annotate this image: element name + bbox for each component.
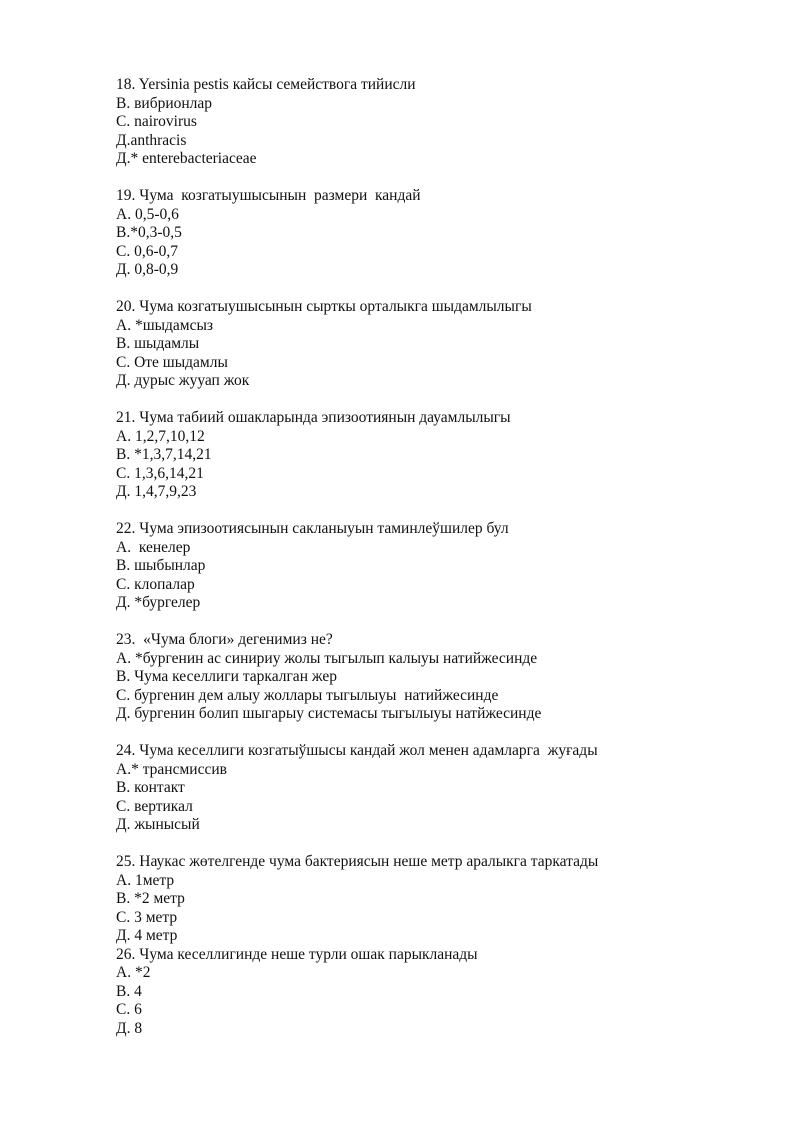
answer-option: Д. 4 метр [116,927,178,944]
answer-option: C. Оте шыдамлы [116,353,228,371]
answer-option: B. шыбынлар [116,557,206,574]
answer-option: Д. 8 [116,1019,143,1037]
question-19 [116,187,756,280]
answer-option: A. 1метр [116,871,175,889]
answer-option: Д.* enterebacteriaceae [116,150,257,167]
answer-option: C. 3 метр [116,908,178,926]
answer-option: Д. *бургелер [116,594,201,611]
answer-option: A. *шыдамсыз [116,316,214,334]
question-text: 18. Yersinia pestis кайсы семействога тийисли [116,76,416,93]
answer-option: C. бургенин дем алыу жоллары тыгылыуы натийжесинде [116,686,499,704]
question-26 [116,946,756,1039]
answer-option: B. 4 [116,982,142,1000]
answer-option: C. nairovirus [116,113,197,130]
question-20 [116,298,756,391]
answer-option: Д. бургенин болип шыгарыу системасы тыгылыуы натйжесинде [116,705,542,722]
question-text: 23. «Чума блоги» дегенимиз не? [116,631,333,648]
answer-option: A. *2 [116,964,151,981]
answer-option: Д. жынысый [116,816,200,833]
question-text: 26. Чума кеселлигинде неше турли ошак парыкланады [116,945,478,963]
answer-option: C. 1,3,6,14,21 [116,464,204,482]
answer-option: A. 1,2,7,10,12 [116,427,205,445]
answer-option: B. Чума кеселлиги таркалган жер [116,668,337,685]
answer-option: C. вертикал [116,797,193,815]
answer-option: C. клопалар [116,575,195,593]
question-25 [116,853,756,946]
question-text: 24. Чума кеселлиги козгатыўшысы кандай жол менен адамларга жуғады [116,742,598,759]
question-23 [116,631,756,724]
question-list [116,76,756,1057]
question-text: 21. Чума табиий ошакларында эпизоотиянын дауамлылыгы [116,409,511,426]
answer-option: B. вибрионлар [116,94,213,112]
answer-option: Д. дурыс жууап жок [116,372,250,389]
answer-option: B. контакт [116,779,185,796]
answer-option: C. 0,6-0,7 [116,242,178,260]
answer-option: Д. 0,8-0,9 [116,261,179,278]
answer-option: B. *1,3,7,14,21 [116,446,212,463]
question-24 [116,742,756,835]
question-18 [116,76,756,169]
answer-option: A. кенелер [116,538,191,556]
question-21 [116,409,756,502]
answer-option: B. шыдамлы [116,335,200,352]
answer-option: A. *бургенин ас синириу жолы тыгылып калыуы натийжесинде [116,649,538,667]
question-22 [116,520,756,613]
question-text: 25. Наукас жөтелгенде чума бактериясын неше метр аралыкга таркатады [116,853,599,870]
question-text: 22. Чума эпизоотиясынын сакланыуын таминлеўшилер бул [116,520,509,537]
answer-option: A.* трансмиссив [116,760,227,778]
question-text: 19. Чума козгатыушысынын размери кандай [116,187,421,204]
answer-option: A. 0,5-0,6 [116,205,179,223]
answer-option: B. *2 метр [116,890,185,907]
question-text: 20. Чума козгатыушысынын сырткы орталыкга шыдамлылыгы [116,298,532,315]
answer-option: Д. 1,4,7,9,23 [116,483,197,500]
answer-option: Д.anthracis [116,131,187,149]
answer-option: B.*0,3-0,5 [116,224,182,241]
answer-option: C. 6 [116,1001,142,1018]
